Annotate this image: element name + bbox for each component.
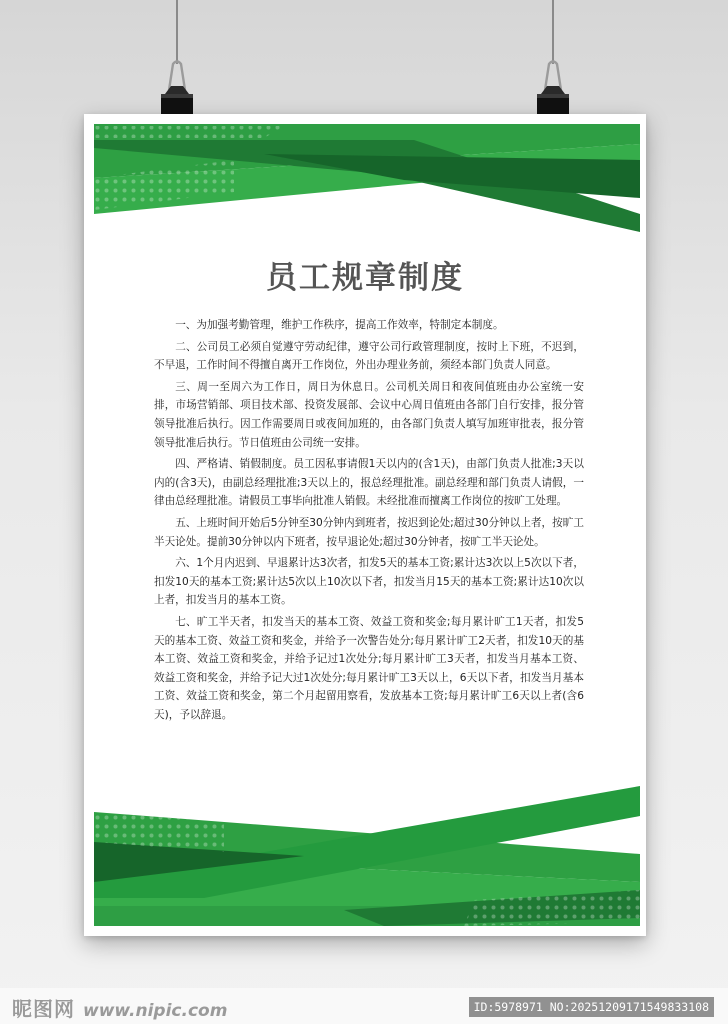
regulation-body [154, 316, 584, 727]
site-name: 昵图网 [12, 997, 75, 1021]
binder-clip-left-icon [157, 60, 197, 122]
binder-clip-right-icon [533, 60, 573, 122]
top-green-band-decoration [84, 114, 646, 234]
poster [84, 114, 646, 936]
paragraph: 六、1个月内迟到、早退累计达3次者，扣发5天的基本工资;累计达3次以上5次以下者，扣发10天的基本工资;累计达5次以上10次以下者，扣发当月15天的基本工资;累计达10次以上者，扣发当月的基本工资。 [154, 557, 584, 607]
bottom-green-band-decoration [84, 786, 646, 936]
paragraph: 五、上班时间开始后5分钟至30分钟内到班者，按迟到论处;超过30分钟以上者，按旷工半天论处。提前30分钟以内下班者，按早退论处;超过30分钟者，按旷工半天论处。 [154, 516, 584, 548]
paragraph: 一、为加强考勤管理，维护工作秩序，提高工作效率，特制定本制度。 [175, 319, 504, 331]
site-url: www.nipic.com [83, 1001, 228, 1021]
paragraph: 四、严格请、销假制度。员工因私事请假1天以内的(含1天)，由部门负责人批准;3天以内的(含3天)，由副总经理批准;3天以上的，报总经理批准。副总经理和部门负责人请假，一律由总经理批准。请假员工事毕向批准人销假。未经批准而擅离工作岗位的按旷工处理。 [154, 458, 584, 508]
paragraph: 七、旷工半天者，扣发当天的基本工资、效益工资和奖金;每月累计旷工1天者，扣发5天的基本工资、效益工资和奖金，并给予一次警告处分;每月累计旷工2天者，扣发10天的基本工资、效益工资和奖金，并给予记过1次处分;每月累计旷工3天者，扣发当月基本工资、效益工资和奖金，并给予记大过1次处分;每月累计旷工3天以上，6天以下者，扣发当月基本工资、效益工资和奖金，第二个月起留用察看，发放基本工资;每月累计旷工6天以上者(含6天)，予以辞退。 [154, 615, 584, 721]
paragraph: 三、周一至周六为工作日，周日为休息日。公司机关周日和夜间值班由办公室统一安排，市场营销部、项目技术部、投资发展部、会议中心周日值班由各部门自行安排，报分管领导批准后执行。因工作需要周日或夜间加班的，由各部门负责人填写加班审批表，报分管领导批准后执行。节日值班由公司统一安排。 [154, 380, 584, 449]
image-id-label: ID:5978971 NO:20251209171549833108 [469, 997, 714, 1017]
page-title: 员工规章制度 [266, 260, 464, 296]
hanging-wire-right [552, 0, 554, 64]
watermark-bar [0, 988, 728, 1024]
site-logo [12, 993, 227, 1022]
hanging-wire-left [176, 0, 178, 64]
paragraph: 二、公司员工必须自觉遵守劳动纪律，遵守公司行政管理制度，按时上下班，不迟到，不早退，工作时间不得擅自离开工作岗位，外出办理业务前，须经本部门负责人同意。 [154, 340, 584, 372]
